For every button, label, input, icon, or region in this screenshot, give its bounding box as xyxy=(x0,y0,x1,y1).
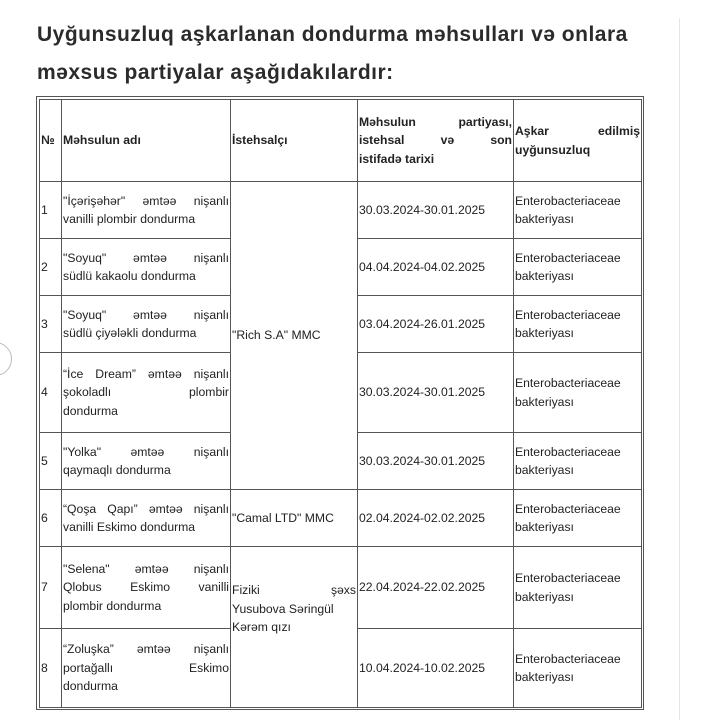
row-issue xyxy=(514,182,642,239)
row-no: 4 xyxy=(40,353,62,433)
producer-fiziki xyxy=(231,547,358,708)
row-name-line: "Yolka" əmtəə nişanlı xyxy=(63,444,229,459)
row-name-line: südlü çiyələkli dondurma xyxy=(63,326,197,340)
row-no: 1 xyxy=(40,182,62,239)
header-no: № xyxy=(40,100,62,182)
row-name-line: vanilli plombir dondurma xyxy=(63,212,196,226)
row-name xyxy=(62,433,231,490)
row-issue-line: bakteriyası xyxy=(515,269,574,283)
row-issue-line: bakteriyası xyxy=(515,520,574,534)
row-name-line: "Selena" əmtəə nişanlı xyxy=(63,561,229,576)
producer-fiziki-line: Yusubova Səringül xyxy=(232,601,334,616)
row-issue xyxy=(514,296,642,353)
row-name xyxy=(62,239,231,296)
row-no: 6 xyxy=(40,490,62,547)
row-batch: 30.03.2024-30.01.2025 xyxy=(358,182,514,239)
row-name-line: qaymaqlı dondurma xyxy=(63,463,171,477)
row-issue xyxy=(514,490,642,547)
row-no: 2 xyxy=(40,239,62,296)
row-name-line: şokoladlı plombir xyxy=(63,385,229,400)
row-name-line: “Qoşa Qapı” əmtəə nişanlı xyxy=(63,501,229,516)
row-name xyxy=(62,353,231,433)
row-batch: 30.03.2024-30.01.2025 xyxy=(358,433,514,490)
row-name-line: "Soyuq" əmtəə nişanlı xyxy=(63,250,229,265)
table-header-row xyxy=(40,100,642,182)
producer-fiziki-line: Kərəm qızı xyxy=(232,620,291,634)
page-divider xyxy=(679,18,680,720)
table-row xyxy=(40,490,642,547)
row-issue-line: Enterobacteriaceae xyxy=(515,501,621,516)
row-name xyxy=(62,629,231,708)
row-batch: 30.03.2024-30.01.2025 xyxy=(358,353,514,433)
header-issue-line: Aşkar edilmiş xyxy=(515,124,640,138)
row-issue-line: Enterobacteriaceae xyxy=(515,571,621,585)
row-name-line: "Soyuq" əmtəə nişanlı xyxy=(63,307,229,322)
header-producer: İstehsalçı xyxy=(231,100,358,182)
row-name-line: plombir dondurma xyxy=(63,598,162,613)
row-batch: 03.04.2024-26.01.2025 xyxy=(358,296,514,353)
row-name xyxy=(62,490,231,547)
row-issue-line: bakteriyası xyxy=(515,394,574,409)
header-issue xyxy=(514,100,642,182)
row-issue xyxy=(514,353,642,433)
row-name xyxy=(62,547,231,629)
row-issue-line: bakteriyası xyxy=(515,212,574,226)
producer-fiziki-line: Fiziki şəxs xyxy=(232,583,356,597)
row-batch: 02.04.2024-02.02.2025 xyxy=(358,490,514,547)
header-batch-line: istehsal və son xyxy=(359,133,512,148)
header-batch xyxy=(358,100,514,182)
row-issue-line: bakteriyası xyxy=(515,326,574,340)
row-name-line: dondurma xyxy=(63,679,118,694)
row-name-line: Qlobus Eskimo vanilli xyxy=(63,580,229,595)
row-issue xyxy=(514,629,642,708)
header-batch-line: Məhsulun partiyası, xyxy=(359,114,512,129)
header-name: Məhsulun adı xyxy=(62,100,231,182)
row-name xyxy=(62,182,231,239)
row-no: 7 xyxy=(40,547,62,629)
row-batch: 22.04.2024-22.02.2025 xyxy=(358,547,514,629)
header-issue-line: uyğunsuzluq xyxy=(515,142,591,157)
row-no: 8 xyxy=(40,629,62,708)
row-issue xyxy=(514,547,642,629)
row-name-line: “Zoluşka” əmtəə nişanlı xyxy=(63,642,229,657)
products-table xyxy=(39,99,642,708)
row-issue-line: Enterobacteriaceae xyxy=(515,376,621,390)
row-issue-line: Enterobacteriaceae xyxy=(515,193,621,208)
row-name-line: dondurma xyxy=(63,403,118,418)
header-batch-line: istifadə tarixi xyxy=(359,151,435,166)
page-heading: Uyğunsuzluq aşkarlanan dondurma məhsulları və onlara məxsus partiyalar aşağıdakılardır: xyxy=(37,23,628,84)
row-batch: 10.04.2024-10.02.2025 xyxy=(358,629,514,708)
row-name-line: “İce Dream” əmtəə nişanlı xyxy=(63,366,229,381)
row-name-line: portağallı Eskimo xyxy=(63,660,229,675)
row-no: 5 xyxy=(40,433,62,490)
row-issue-line: bakteriyası xyxy=(515,463,574,477)
table-row xyxy=(40,182,642,239)
products-table-frame xyxy=(36,96,644,710)
table-row xyxy=(40,547,642,629)
row-issue-line: bakteriyası xyxy=(515,670,574,684)
row-issue-line: Enterobacteriaceae xyxy=(515,307,621,322)
row-issue-line: bakteriyası xyxy=(515,589,574,604)
producer-rich: "Rich S.A" MMC xyxy=(231,182,358,490)
row-batch: 04.04.2024-04.02.2025 xyxy=(358,239,514,296)
row-name xyxy=(62,296,231,353)
side-circle-control[interactable] xyxy=(0,342,12,376)
producer-camal: "Camal LTD" MMC xyxy=(231,490,358,547)
row-issue-line: Enterobacteriaceae xyxy=(515,250,621,265)
row-name-line: vanilli Eskimo dondurma xyxy=(63,520,196,534)
row-name-line: "İçərişəhər" əmtəə nişanlı xyxy=(63,193,229,208)
row-issue xyxy=(514,433,642,490)
row-issue-line: Enterobacteriaceae xyxy=(515,651,621,666)
row-issue-line: Enterobacteriaceae xyxy=(515,444,621,459)
row-issue xyxy=(514,239,642,296)
row-no: 3 xyxy=(40,296,62,353)
row-name-line: südlü kakaolu dondurma xyxy=(63,269,196,283)
